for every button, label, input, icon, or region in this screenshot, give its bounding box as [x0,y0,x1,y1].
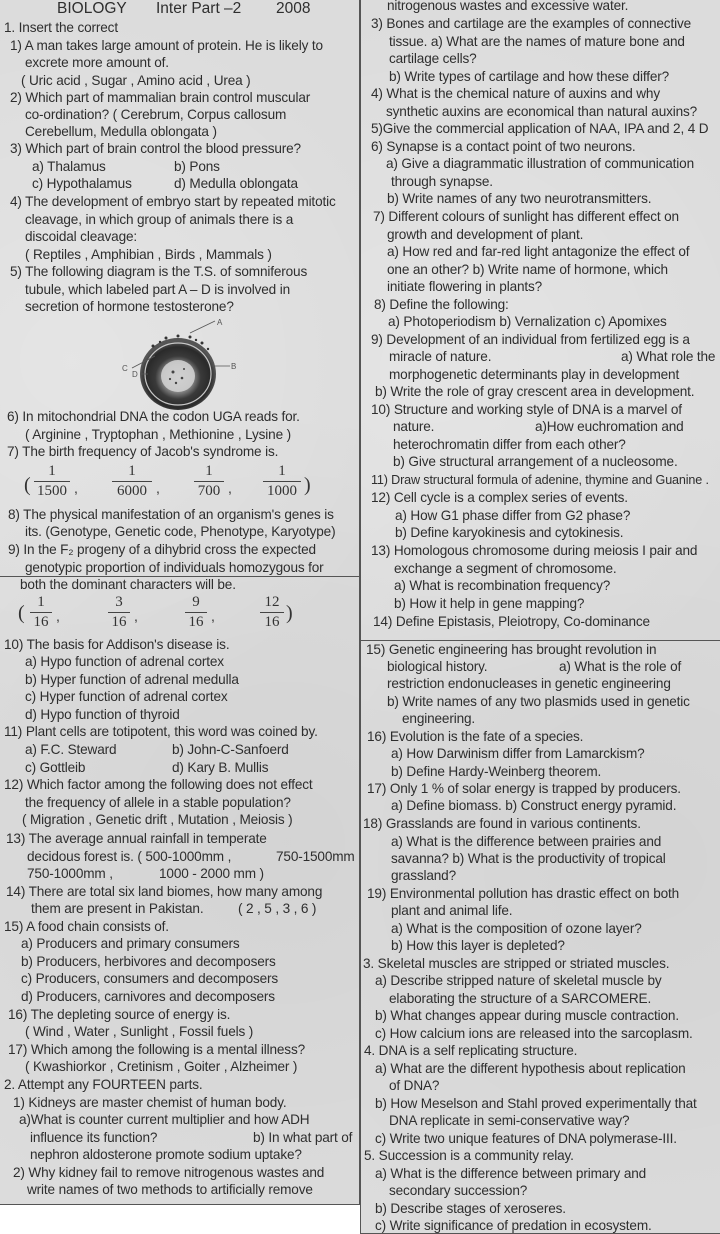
s2-q6-line4: b) Write names of any two neurotransmitters. [387,191,652,206]
q5-long-a2: secondary succession? [389,1183,528,1198]
q13-line3: 750-1000mm , [27,866,113,881]
q16-line1: 16) The depleting source of energy is. [8,1007,231,1022]
q15-option-b: b) Producers, herbivores and decomposers [21,954,276,969]
q15-line1: 15) A food chain consists of. [4,919,169,934]
s2-q15-line1: 15) Genetic engineering has brought revolution in [366,642,657,657]
q7-close-paren: ) [304,474,311,496]
s2-q15-line2: biological history. [387,659,488,674]
s2-q9-line2: miracle of nature. [389,349,492,364]
s2-q3-line1: 3) Bones and cartilage are the examples of connective [371,16,692,31]
label-d: D [132,370,138,379]
s2-q9-line3: morphogenetic determinants play in development [389,367,680,382]
s2-q12-line3: b) Define karyokinesis and cytokinesis. [395,525,624,540]
s2-q19-line4: b) How this layer is depleted? [391,938,565,953]
q2-line1: 2) Which part of mammalian brain control muscular [10,90,311,105]
s2-q1-line2: a)What is counter current multiplier and how ADH [19,1112,310,1127]
class-title: Inter Part –2 [156,0,242,17]
q14-options: ( 2 , 5 , 3 , 6 ) [238,901,317,916]
s2-q7-line4: one an other? b) Write name of hormone, which [387,262,668,277]
q17-line1: 17) Which among the following is a mental illness? [8,1042,305,1057]
q11-option-d: d) Kary B. Mullis [172,760,269,775]
s2-q6-line3: through synapse. [391,174,493,189]
q11-line1: 11) Plant cells are totipotent, this word was coined by. [4,724,318,739]
s2-q15-line5: engineering. [402,711,476,726]
q3-option-d: d) Medulla oblongata [174,176,298,191]
q2-line2: co-ordination? ( Cerebrum, Corpus callosum [25,107,287,122]
s2-q18-line4: grassland? [391,868,457,883]
s2-q5: 5)Give the commercial application of NAA, IPA and 2, 4 D [371,121,709,136]
q15-option-a: a) Producers and primary consumers [21,936,240,951]
q8-line1: 8) The physical manifestation of an organism's genes is [8,507,334,522]
s2-q3-line3: cartilage cells? [389,51,477,66]
s2-q17-line2: a) Define biomass. b) Construct energy pyramid. [391,798,677,813]
q5-long-b: b) Describe stages of xeroseres. [375,1201,566,1216]
q5-long-a1: a) What is the difference between primary and [375,1166,647,1181]
q3-long-c: c) How calcium ions are released into the sarcoplasm. [375,1026,693,1041]
s2-q19-line3: a) What is the composition of ozone layer? [391,921,642,936]
q4-line3: discoidal cleavage: [25,229,138,244]
q5-long-line1: 5. Succession is a community relay. [364,1148,574,1163]
q6-options: ( Arginine , Tryptophan , Methionine , Lysine ) [25,427,291,442]
s2-q8-line1: 8) Define the following: [374,297,509,312]
q13-line1: 13) The average annual rainfall in temperate [6,831,267,846]
s2-q15-line4: b) Write names of any two plasmids used in genetic [387,694,690,709]
q3-option-c: c) Hypothalamus [32,176,132,191]
label-b: B [231,362,237,371]
s2-q12-line2: a) How G1 phase differ from G2 phase? [395,508,631,523]
q4-long-b2: DNA replicate in semi-conservative way? [389,1113,630,1128]
subject-title: BIOLOGY [57,0,127,17]
q12-line2: the frequency of allele in a stable population? [25,795,291,810]
q1-options: ( Uric acid , Sugar , Amino acid , Urea ) [21,73,251,88]
left-column: BIOLOGY Inter Part –2 2008 1. Insert the correct 1) A man takes large amount of protein. He is likely to excrete more amount of. ( Uric acid , Sugar , Amino acid , Urea ) 2) Which part of mammalian brain control muscular co-ordination? ( Cerebrum, Corpus callosum Cerebellum, Medulla oblongata ) 3) Which part of brain control the blood pressure? a) Thalamus b) Pons c) Hypothalamus d) Medulla oblongata 4) The development of embryo start by repeated mitotic cleavage, in which group of animals there is a discoidal cleavage: ( Reptiles , Amphibian , Birds , Mammals ) 5) The following diagram is the T.S. of somniferous tubule, which labeled part A – D is involved in secretion of hormone testosterone? A B C D 6) In mitochondrial DNA the codon UGA reads for. ( Arginine , Tryptophan , Methionine , Lysine ) 7) The birth frequency of Jacob's syndrome is. ( 1 1500 , 1 6000 , 1 700 , 1 1000 ) 8) The physical manifestation of an organism's genes is its. (Genotype, Genetic code, Phenotype, Karyotype) 9) In the F₂ progeny of a dihybrid cross the expected genotypic proportion of individuals homozygous for both the dominant characters will be. ( 1 16 , 3 16 , 9 16 , 12 16 ) 10) The basis for Addison's disease is. a) Hypo function of adrenal cortex b) Hyper function of adrenal medulla c) Hyper function of adrenal cortex d) Hypo function of thyroid 11) Plant cells are totipotent, this word was coined by. a) F.C. Steward b) John-C-Sanfoerd c) Gottleib d) Kary B. Mullis 12) Which factor among the following does not effect the frequency of allele in a stable population? ( Migration , Genetic drift , Mutation , Meiosis ) 13) The average annual rainfall in temperate decidous forest is. ( 500-1000mm , 750-1500mm 750-1000mm , 1000 - 2000 mm ) 14) There are total six land biomes, how many among them are present in Pakistan. ( 2 , 5 , 3 , 6 ) 15) A food chain consists of. a) Producers and primary consumers b) Producers, herbivores and decomposers c) Producers, consumers and decomposers d) Producers, carnivores and decomposers 16) The depleting source of energy is. ( Wind , Water , Sunlight , Fossil fuels ) 17) Which among the following is a mental illness? ( Kwashiorkor , Cretinism , Goiter , Alzheimer ) 2. Attempt any FOURTEEN parts. 1) Kidneys are master chemist of human body. a)What is counter current multiplier and how ADH influence its function? b) In what part of nephron aldosterone promote sodium uptake? 2) Why kidney fail to remove nitrogenous wastes and write names of two methods to artificially remove [0,0,360,1205]
q5-line3: secretion of hormone testosterone? [25,299,234,314]
q13-line2-option: 750-1500mm [276,849,355,864]
q10-option-d: d) Hypo function of thyroid [25,707,180,722]
s2-q19-line2: plant and animal life. [391,903,513,918]
q9-line2: genotypic proportion of individuals homozygous for [25,560,324,575]
s2-q3-line4: b) Write types of cartilage and how these differ? [389,69,670,84]
s2-q9-line2b: a) What role the [621,349,716,364]
q15-option-c: c) Producers, consumers and decomposers [21,971,279,986]
q12-line1: 12) Which factor among the following does not effect [4,777,313,792]
right-column [360,0,720,1234]
q10-option-a: a) Hypo function of adrenal cortex [25,654,224,669]
s2-q13-line4: b) How it help in gene mapping? [394,596,585,611]
q5-line2: tubule, which labeled part A – D is involved in [25,282,290,297]
q10-option-c: c) Hyper function of adrenal cortex [25,689,228,704]
s2-q11: 11) Draw structural formula of adenine, thymine and Guanine . [371,473,709,487]
s2-q8-line2: a) Photoperiodism b) Vernalization c) Apomixes [388,314,667,329]
q10-line1: 10) The basis for Addison's disease is. [4,637,230,652]
s2-q16-line1: 16) Evolution is the fate of a species. [367,729,584,744]
q4-long-a2: of DNA? [389,1078,440,1093]
q3-option-b: b) Pons [174,159,220,174]
s2-q2-line2: write names of two methods to artificially remove [27,1182,313,1197]
q3-option-a: a) Thalamus [32,159,106,174]
q3-long-line1: 3. Skeletal muscles are stripped or striated muscles. [363,956,670,971]
q4-line1: 4) The development of embryo start by repeated mitotic [10,194,336,209]
q7-fraction-1: 1 1500 [34,463,70,499]
s2-q6-line2: a) Give a diagrammatic illustration of communication [386,156,695,171]
q6-line1: 6) In mitochondrial DNA the codon UGA reads for. [7,409,300,424]
s2-q18-line3: savanna? b) What is the productivity of tropical [391,851,666,866]
s2-q1-line4: nephron aldosterone promote sodium uptake? [30,1147,302,1162]
s2-q2-line1: 2) Why kidney fail to remove nitrogenous wastes and [13,1165,325,1180]
s2-q16-line2: a) How Darwinism differ from Lamarckism? [391,746,645,761]
s2-q9-line1: 9) Development of an individual from fertilized egg is a [371,332,690,347]
year-title: 2008 [276,0,311,17]
seminiferous-tubule-diagram [118,316,258,410]
s2-q7-line2: growth and development of plant. [387,227,584,242]
q9-fraction-2: 3 16 [108,594,130,630]
s2-q6-line1: 6) Synapse is a contact point of two neurons. [371,139,636,154]
q9-line1: 9) In the F₂ progeny of a dihybrid cross the expected [8,542,316,557]
q11-option-a: a) F.C. Steward [25,742,117,757]
q9-fraction-3: 9 16 [185,594,207,630]
q5-line1: 5) The following diagram is the T.S. of somniferous [10,264,308,279]
q15-option-d: d) Producers, carnivores and decomposers [21,989,275,1004]
s2-q7-line3: a) How red and far-red light antagonize the effect of [387,244,690,259]
q12-options: ( Migration , Genetic drift , Mutation , Meiosis ) [22,812,293,827]
q4-long-b1: b) How Meselson and Stahl proved experimentally that [375,1096,697,1111]
s2-q15-line3: restriction endonucleases in genetic engineering [387,676,671,691]
s2-q1-line3: influence its function? [30,1130,158,1145]
s2-q10-line3: heterochromatin differ from each other? [393,437,626,452]
q3-long-a1: a) Describe stripped nature of skeletal muscle by [375,973,662,988]
q16-options: ( Wind , Water , Sunlight , Fossil fuels ) [25,1024,254,1039]
q10-option-b: b) Hyper function of adrenal medulla [25,672,239,687]
s2-q4-line2: synthetic auxins are economical than natural auxins? [386,104,698,119]
q4-long-a1: a) What are the different hypothesis about replication [375,1061,686,1076]
s2-q18-line1: 18) Grasslands are found in various continents. [363,816,641,831]
label-a: A [217,318,223,327]
s2-q9-line4: b) Write the role of gray crescent area in development. [375,384,695,399]
q4-long-c: c) Write two unique features of DNA polymerase-III. [375,1131,677,1146]
s2-q13-line2: exchange a segment of chromosome. [394,561,617,576]
q3-line1: 3) Which part of brain control the blood pressure? [10,141,301,156]
q8-line2: its. (Genotype, Genetic code, Phenotype, Karyotype) [25,524,336,539]
s2-q15-line2b: a) What is the role of [559,659,682,674]
q2-line3: Cerebellum, Medulla oblongata ) [25,124,217,139]
q9-close-paren: ) [286,602,293,624]
q7-fraction-3: 1 700 [194,463,224,499]
q13-line2: decidous forest is. ( 500-1000mm , [27,849,232,864]
q4-options: ( Reptiles , Amphibian , Birds , Mammals ) [25,247,272,262]
q1-line2: excrete more amount of. [25,55,169,70]
s2-q3-line2: tissue. a) What are the names of mature bone and [389,34,685,49]
s2-q13-line1: 13) Homologous chromosome during meiosis I pair and [371,543,698,558]
section2-title: 2. Attempt any FOURTEEN parts. [4,1077,203,1092]
q9-fraction-4: 12 16 [260,594,284,630]
s2-q19-line1: 19) Environmental pollution has drastic effect on both [367,886,680,901]
s2-q14: 14) Define Epistasis, Pleiotropy, Co-dominance [373,614,650,629]
q14-line2: them are present in Pakistan. [31,901,204,916]
q7-fraction-4: 1 1000 [263,463,301,499]
q4-long-line1: 4. DNA is a self replicating structure. [364,1043,578,1058]
q9-line3: both the dominant characters will be. [20,577,236,592]
s2-q10-line4: b) Give structural arrangement of a nucleosome. [393,454,678,469]
q4-line2: cleavage, in which group of animals there is a [25,212,294,227]
q17-options: ( Kwashiorkor , Cretinism , Goiter , Alzheimer ) [25,1059,298,1074]
s2-q18-line2: a) What is the difference between prairies and [391,834,662,849]
q14-line1: 14) There are total six land biomes, how many among [6,884,323,899]
section1-title: 1. Insert the correct [4,20,118,35]
s2-q13-line3: a) What is recombination frequency? [394,578,611,593]
s2-q2-continued: nitrogenous wastes and excessive water. [387,0,629,13]
s2-q4-line1: 4) What is the chemical nature of auxins and why [371,86,660,101]
s2-q16-line3: b) Define Hardy-Weinberg theorem. [391,764,602,779]
q11-option-b: b) John-C-Sanfoerd [172,742,289,757]
q9-fraction-1: 1 16 [30,594,52,630]
s2-q1-line1: 1) Kidneys are master chemist of human body. [13,1095,287,1110]
q3-long-a2: elaborating the structure of a SARCOMERE. [389,991,652,1006]
s2-q12-line1: 12) Cell cycle is a complex series of events. [371,490,628,505]
q5-long-c: c) Write significance of predation in ecosystem. [375,1218,652,1233]
s2-q10-line2: nature. [393,419,435,434]
q7-open-paren: ( [24,474,31,496]
q9-open-paren: ( [18,602,25,624]
q7-fraction-2: 1 6000 [112,463,152,499]
s2-q10-line1: 10) Structure and working style of DNA is a marvel of [371,402,682,417]
q1-line1: 1) A man takes large amount of protein. He is likely to [10,38,323,53]
q11-option-c: c) Gottleib [25,760,86,775]
q13-line3-option: 1000 - 2000 mm ) [159,866,264,881]
q7-line1: 7) The birth frequency of Jacob's syndrome is. [7,444,279,459]
s2-q7-line5: initiate flowering in plants? [387,279,543,294]
s2-q10-line2b: a)How euchromation and [535,419,684,434]
s2-q17-line1: 17) Only 1 % of solar energy is trapped by producers. [367,781,681,796]
label-c: C [122,364,128,373]
s2-q1-line3b: b) In what part of [253,1130,353,1145]
s2-q7-line1: 7) Different colours of sunlight has different effect on [373,209,679,224]
q3-long-b: b) What changes appear during muscle contraction. [375,1008,679,1023]
